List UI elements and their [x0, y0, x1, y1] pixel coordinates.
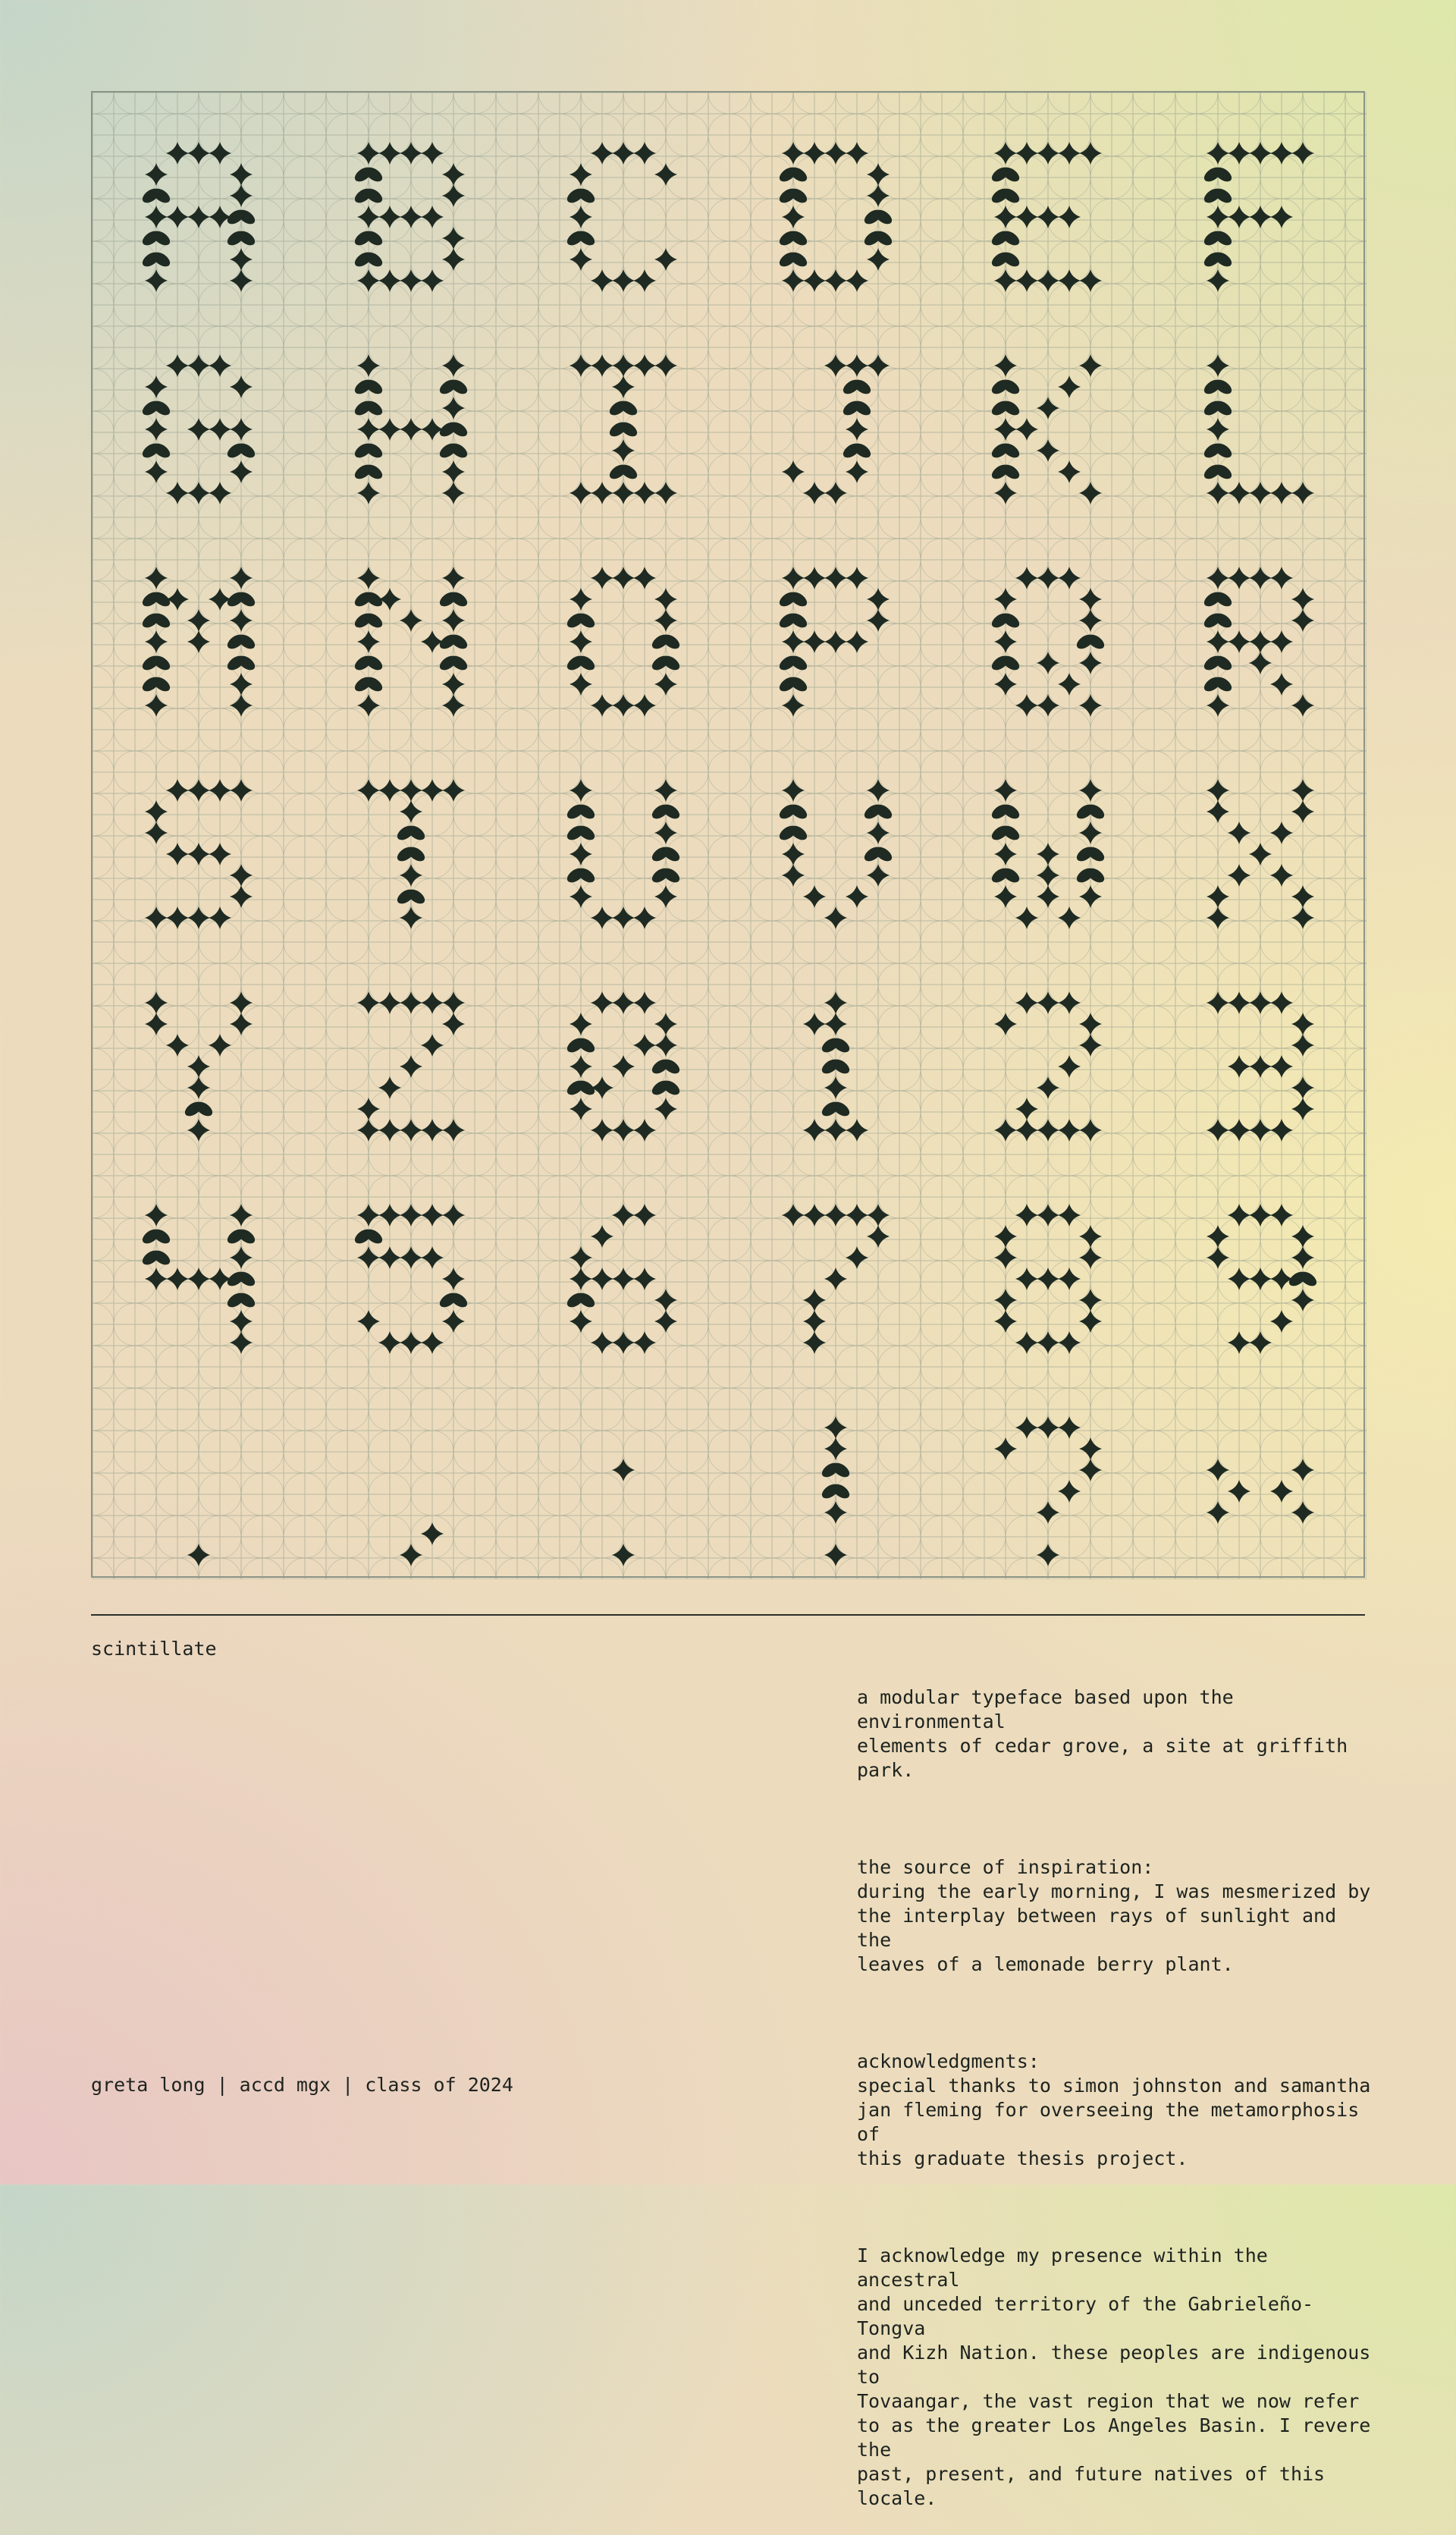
description-column — [857, 1637, 1380, 2535]
description-paragraph-acknowledgments: acknowledgments: special thanks to simon johnston and samantha jan fleming for overseeing the metamorphosis of this graduate thesis project. — [857, 2050, 1371, 2169]
glyph-36 — [1207, 1204, 1319, 1354]
glyph-16 — [777, 567, 890, 717]
glyph-18 — [1202, 567, 1314, 717]
glyph-2 — [353, 142, 465, 292]
divider-line — [91, 1614, 1365, 1616]
description-paragraph-land-acknowledgment: I acknowledge my presence within the ancestral and unceded territory of the Gabrieleño-Tongva and Kizh Nation. these peoples are indigenous to Tovaangar, the vast region that we now refer to as the greater Los Angeles Basin. I revere the past, present, and future natives of this locale. — [857, 2244, 1371, 2509]
glyph-12 — [1202, 354, 1314, 504]
glyph-3 — [565, 142, 677, 292]
glyph-38 — [400, 1522, 444, 1566]
type-specimen-grid — [91, 91, 1365, 1578]
specimen-glyph-canvas — [93, 93, 1367, 1579]
designer-credit: greta long | accd mgx | class of 2024 — [91, 2074, 513, 2096]
glyph-5 — [990, 142, 1102, 292]
description-paragraph-inspiration: the source of inspiration: during the early morning, I was mesmerized by the interplay between rays of sunlight and the leaves of a lemonade berry plant. — [857, 1856, 1371, 1975]
glyph-11 — [990, 354, 1102, 504]
glyph-33 — [565, 1204, 677, 1354]
description-paragraph-intro: a modular typeface based upon the environmental elements of cedar grove, a site at griffith park. — [857, 1686, 1348, 1781]
typeface-name: scintillate — [91, 1638, 217, 1660]
glyph-6 — [1202, 142, 1314, 292]
glyph-40 — [820, 1416, 852, 1566]
glyph-28 — [803, 991, 868, 1142]
